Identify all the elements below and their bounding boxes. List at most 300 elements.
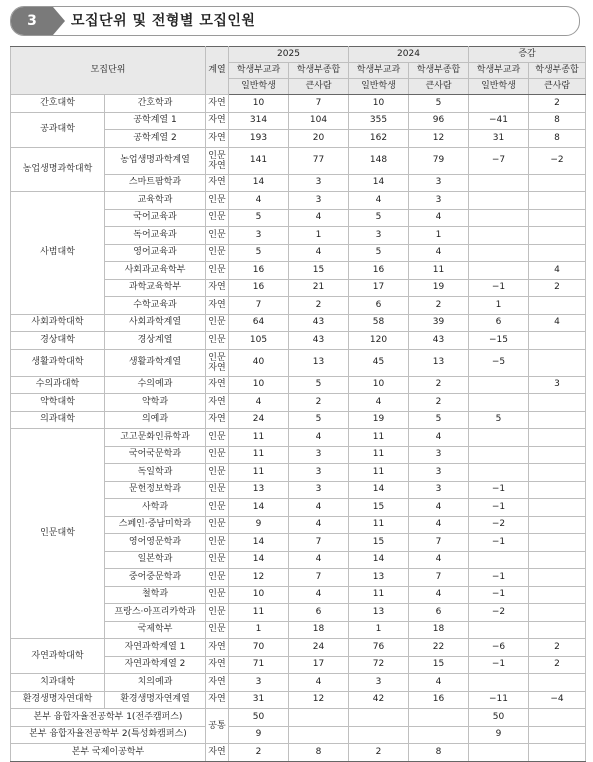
value-cell bbox=[529, 411, 586, 429]
value-cell: 40 bbox=[229, 349, 289, 376]
header-subname: 일반학생 bbox=[349, 79, 409, 95]
value-cell: 71 bbox=[229, 656, 289, 674]
value-cell: 4 bbox=[289, 209, 349, 227]
value-cell: 5 bbox=[289, 411, 349, 429]
value-cell bbox=[529, 297, 586, 315]
value-cell: 14 bbox=[349, 551, 409, 569]
value-cell: 50 bbox=[229, 709, 289, 727]
value-cell bbox=[469, 192, 529, 210]
dept-cell: 스마트팜학과 bbox=[105, 174, 206, 192]
value-cell: 20 bbox=[289, 130, 349, 148]
value-cell: −6 bbox=[469, 639, 529, 657]
college-cell: 환경생명자연대학 bbox=[11, 691, 105, 709]
value-cell: −1 bbox=[469, 586, 529, 604]
header-subtype: 학생부종합 bbox=[289, 63, 349, 79]
value-cell: 15 bbox=[349, 499, 409, 517]
value-cell bbox=[529, 586, 586, 604]
value-cell bbox=[469, 674, 529, 692]
value-cell: 24 bbox=[229, 411, 289, 429]
track-cell: 인문 bbox=[206, 332, 229, 350]
table-row bbox=[11, 411, 586, 429]
value-cell: 3 bbox=[289, 446, 349, 464]
value-cell: 13 bbox=[409, 349, 469, 376]
value-cell: 5 bbox=[229, 244, 289, 262]
track-cell: 인문 bbox=[206, 429, 229, 447]
value-cell bbox=[529, 227, 586, 245]
value-cell: 4 bbox=[409, 209, 469, 227]
track-cell: 공통 bbox=[206, 709, 229, 744]
value-cell: 11 bbox=[229, 446, 289, 464]
value-cell: 5 bbox=[349, 209, 409, 227]
track-cell: 인문 bbox=[206, 534, 229, 552]
value-cell: 10 bbox=[229, 95, 289, 113]
college-cell: 의과대학 bbox=[11, 411, 105, 429]
dept-cell: 자연과학계열 2 bbox=[105, 656, 206, 674]
table-row bbox=[11, 674, 586, 692]
value-cell: 14 bbox=[349, 481, 409, 499]
value-cell: 4 bbox=[409, 499, 469, 517]
value-cell: 3 bbox=[349, 674, 409, 692]
value-cell: 7 bbox=[289, 569, 349, 587]
value-cell: 14 bbox=[349, 174, 409, 192]
table-row bbox=[11, 376, 586, 394]
track-cell: 인문 bbox=[206, 192, 229, 210]
value-cell: 11 bbox=[349, 516, 409, 534]
table-row bbox=[11, 147, 586, 174]
value-cell: 2 bbox=[409, 376, 469, 394]
dept-cell: 환경생명자연계열 bbox=[105, 691, 206, 709]
value-cell: 4 bbox=[289, 244, 349, 262]
dept-cell: 치의예과 bbox=[105, 674, 206, 692]
track-cell: 인문 bbox=[206, 446, 229, 464]
table-row bbox=[11, 192, 586, 210]
value-cell: 162 bbox=[349, 130, 409, 148]
value-cell: −11 bbox=[469, 691, 529, 709]
value-cell: −5 bbox=[469, 349, 529, 376]
value-cell: 2 bbox=[289, 297, 349, 315]
value-cell: −2 bbox=[529, 147, 586, 174]
table-row bbox=[11, 744, 586, 762]
unit-cell: 본부 융합자율전공학부 1(전주캠퍼스) bbox=[11, 709, 206, 727]
track-cell: 자연 bbox=[206, 411, 229, 429]
track-cell: 자연 bbox=[206, 691, 229, 709]
value-cell: 148 bbox=[349, 147, 409, 174]
value-cell: 3 bbox=[289, 464, 349, 482]
value-cell: 8 bbox=[529, 130, 586, 148]
college-cell: 사회과학대학 bbox=[11, 314, 105, 332]
value-cell: 76 bbox=[349, 639, 409, 657]
value-cell: 4 bbox=[289, 674, 349, 692]
header-subname: 큰사람 bbox=[409, 79, 469, 95]
value-cell: −7 bbox=[469, 147, 529, 174]
value-cell: 3 bbox=[349, 227, 409, 245]
value-cell: 6 bbox=[469, 314, 529, 332]
table-row bbox=[11, 429, 586, 447]
value-cell: 45 bbox=[349, 349, 409, 376]
value-cell: 18 bbox=[409, 621, 469, 639]
value-cell bbox=[529, 551, 586, 569]
value-cell: −2 bbox=[469, 604, 529, 622]
value-cell bbox=[529, 429, 586, 447]
value-cell: 4 bbox=[349, 192, 409, 210]
value-cell: 5 bbox=[289, 376, 349, 394]
value-cell: 3 bbox=[409, 446, 469, 464]
track-cell: 자연 bbox=[206, 297, 229, 315]
value-cell: −41 bbox=[469, 112, 529, 130]
dept-cell: 영어교육과 bbox=[105, 244, 206, 262]
track-cell: 인문 bbox=[206, 499, 229, 517]
value-cell: 3 bbox=[289, 481, 349, 499]
value-cell: 16 bbox=[409, 691, 469, 709]
dept-cell: 교육학과 bbox=[105, 192, 206, 210]
value-cell: 5 bbox=[469, 411, 529, 429]
dept-cell: 공학계열 1 bbox=[105, 112, 206, 130]
value-cell: 3 bbox=[409, 174, 469, 192]
value-cell: −2 bbox=[469, 516, 529, 534]
header-subname: 큰사람 bbox=[289, 79, 349, 95]
value-cell: 77 bbox=[289, 147, 349, 174]
track-cell: 자연 bbox=[206, 174, 229, 192]
value-cell bbox=[469, 621, 529, 639]
dept-cell: 수학교육과 bbox=[105, 297, 206, 315]
header-unit: 모집단위 bbox=[11, 47, 206, 95]
value-cell: 7 bbox=[289, 95, 349, 113]
value-cell: 70 bbox=[229, 639, 289, 657]
value-cell: 8 bbox=[289, 744, 349, 762]
value-cell: 13 bbox=[349, 604, 409, 622]
track-cell: 인문 bbox=[206, 516, 229, 534]
value-cell bbox=[529, 744, 586, 762]
value-cell: 5 bbox=[409, 95, 469, 113]
value-cell: 4 bbox=[409, 586, 469, 604]
value-cell bbox=[469, 95, 529, 113]
track-cell: 인문 bbox=[206, 314, 229, 332]
track-cell: 자연 bbox=[206, 674, 229, 692]
value-cell: 2 bbox=[349, 744, 409, 762]
dept-cell: 스페인·중남미학과 bbox=[105, 516, 206, 534]
value-cell: 16 bbox=[229, 279, 289, 297]
value-cell bbox=[529, 481, 586, 499]
value-cell: 8 bbox=[529, 112, 586, 130]
value-cell bbox=[529, 349, 586, 376]
dept-cell: 자연과학계열 1 bbox=[105, 639, 206, 657]
college-cell: 수의과대학 bbox=[11, 376, 105, 394]
value-cell: 15 bbox=[289, 262, 349, 280]
value-cell bbox=[469, 244, 529, 262]
table-row bbox=[11, 709, 586, 727]
value-cell: 4 bbox=[529, 314, 586, 332]
table-row bbox=[11, 314, 586, 332]
value-cell: 3 bbox=[409, 192, 469, 210]
dept-cell: 독일학과 bbox=[105, 464, 206, 482]
value-cell: 4 bbox=[409, 429, 469, 447]
value-cell: −1 bbox=[469, 569, 529, 587]
value-cell bbox=[469, 376, 529, 394]
dept-cell: 영어영문학과 bbox=[105, 534, 206, 552]
value-cell: 3 bbox=[409, 464, 469, 482]
value-cell: −15 bbox=[469, 332, 529, 350]
value-cell: 64 bbox=[229, 314, 289, 332]
value-cell bbox=[529, 499, 586, 517]
value-cell: −1 bbox=[469, 534, 529, 552]
value-cell bbox=[469, 227, 529, 245]
value-cell: 42 bbox=[349, 691, 409, 709]
value-cell: 4 bbox=[409, 674, 469, 692]
value-cell bbox=[289, 709, 349, 727]
value-cell: 24 bbox=[289, 639, 349, 657]
value-cell: −1 bbox=[469, 481, 529, 499]
value-cell: 141 bbox=[229, 147, 289, 174]
track-cell: 자연 bbox=[206, 639, 229, 657]
value-cell bbox=[529, 674, 586, 692]
value-cell: 18 bbox=[289, 621, 349, 639]
value-cell: −1 bbox=[469, 656, 529, 674]
value-cell: 9 bbox=[229, 726, 289, 744]
dept-cell: 국어국문학과 bbox=[105, 446, 206, 464]
value-cell bbox=[529, 192, 586, 210]
dept-cell: 사회과학계열 bbox=[105, 314, 206, 332]
value-cell: 2 bbox=[529, 656, 586, 674]
track-cell: 인문 bbox=[206, 569, 229, 587]
value-cell bbox=[349, 709, 409, 727]
header-subname: 일반학생 bbox=[469, 79, 529, 95]
value-cell: −4 bbox=[529, 691, 586, 709]
dept-cell: 독어교육과 bbox=[105, 227, 206, 245]
header-subtype: 학생부교과 bbox=[469, 63, 529, 79]
value-cell: 17 bbox=[289, 656, 349, 674]
dept-cell: 농업생명과학계열 bbox=[105, 147, 206, 174]
header-year-2025: 2025 bbox=[229, 47, 349, 63]
value-cell: 11 bbox=[229, 604, 289, 622]
value-cell: 13 bbox=[229, 481, 289, 499]
dept-cell: 사회과교육학부 bbox=[105, 262, 206, 280]
value-cell: 7 bbox=[229, 297, 289, 315]
value-cell: 8 bbox=[409, 744, 469, 762]
value-cell bbox=[529, 332, 586, 350]
value-cell bbox=[409, 709, 469, 727]
table-row bbox=[11, 332, 586, 350]
dept-cell: 중어중문학과 bbox=[105, 569, 206, 587]
track-cell: 자연 bbox=[206, 744, 229, 762]
value-cell: 7 bbox=[409, 569, 469, 587]
value-cell bbox=[469, 174, 529, 192]
value-cell: 2 bbox=[289, 394, 349, 412]
value-cell: 5 bbox=[229, 209, 289, 227]
table-row bbox=[11, 349, 586, 376]
admission-table bbox=[10, 46, 586, 762]
value-cell: 1 bbox=[469, 297, 529, 315]
value-cell: 5 bbox=[349, 244, 409, 262]
table-row bbox=[11, 95, 586, 113]
value-cell: 31 bbox=[469, 130, 529, 148]
section-header bbox=[10, 6, 580, 36]
value-cell: 14 bbox=[229, 174, 289, 192]
value-cell: 15 bbox=[349, 534, 409, 552]
track-cell: 인문 bbox=[206, 551, 229, 569]
value-cell: 11 bbox=[349, 429, 409, 447]
value-cell: 4 bbox=[229, 394, 289, 412]
value-cell: 9 bbox=[229, 516, 289, 534]
value-cell: 14 bbox=[229, 534, 289, 552]
value-cell: 3 bbox=[229, 674, 289, 692]
dept-cell: 과학교육학부 bbox=[105, 279, 206, 297]
value-cell: 72 bbox=[349, 656, 409, 674]
value-cell bbox=[469, 446, 529, 464]
value-cell: 11 bbox=[349, 586, 409, 604]
value-cell bbox=[409, 726, 469, 744]
table-row bbox=[11, 394, 586, 412]
value-cell: 3 bbox=[289, 192, 349, 210]
track-cell: 인문 bbox=[206, 262, 229, 280]
track-cell: 인문 자연 bbox=[206, 349, 229, 376]
value-cell: 2 bbox=[529, 639, 586, 657]
value-cell: 6 bbox=[409, 604, 469, 622]
value-cell: 43 bbox=[289, 332, 349, 350]
table-row bbox=[11, 691, 586, 709]
value-cell: 39 bbox=[409, 314, 469, 332]
value-cell: 1 bbox=[289, 227, 349, 245]
value-cell: 2 bbox=[229, 744, 289, 762]
value-cell: 2 bbox=[529, 279, 586, 297]
value-cell: 105 bbox=[229, 332, 289, 350]
value-cell: 6 bbox=[289, 604, 349, 622]
dept-cell: 고고문화인류학과 bbox=[105, 429, 206, 447]
track-cell: 인문 bbox=[206, 464, 229, 482]
dept-cell: 간호학과 bbox=[105, 95, 206, 113]
value-cell: 96 bbox=[409, 112, 469, 130]
value-cell: 43 bbox=[409, 332, 469, 350]
header-subtype: 학생부교과 bbox=[349, 63, 409, 79]
value-cell: 1 bbox=[349, 621, 409, 639]
track-cell: 인문 bbox=[206, 227, 229, 245]
value-cell: 120 bbox=[349, 332, 409, 350]
value-cell: 10 bbox=[349, 95, 409, 113]
dept-cell: 철학과 bbox=[105, 586, 206, 604]
college-cell: 인문대학 bbox=[11, 429, 105, 639]
value-cell bbox=[529, 534, 586, 552]
value-cell: 11 bbox=[349, 464, 409, 482]
value-cell bbox=[529, 174, 586, 192]
dept-cell: 프랑스·아프리카학과 bbox=[105, 604, 206, 622]
value-cell: 14 bbox=[229, 499, 289, 517]
value-cell: 11 bbox=[409, 262, 469, 280]
college-cell: 간호대학 bbox=[11, 95, 105, 113]
value-cell bbox=[529, 604, 586, 622]
table-row bbox=[11, 726, 586, 744]
section-number: 3 bbox=[11, 7, 53, 35]
unit-cell: 본부 융합자율전공학부 2(특성화캠퍼스) bbox=[11, 726, 206, 744]
value-cell: 19 bbox=[349, 411, 409, 429]
track-cell: 자연 bbox=[206, 376, 229, 394]
value-cell: 4 bbox=[409, 244, 469, 262]
track-cell: 자연 bbox=[206, 394, 229, 412]
dept-cell: 경상계열 bbox=[105, 332, 206, 350]
track-cell: 인문 bbox=[206, 209, 229, 227]
track-cell: 인문 bbox=[206, 244, 229, 262]
value-cell: 9 bbox=[469, 726, 529, 744]
value-cell: 4 bbox=[409, 516, 469, 534]
track-cell: 인문 bbox=[206, 586, 229, 604]
value-cell: 4 bbox=[289, 499, 349, 517]
college-cell: 자연과학대학 bbox=[11, 639, 105, 674]
value-cell bbox=[529, 244, 586, 262]
value-cell: 5 bbox=[409, 411, 469, 429]
header-subtype: 학생부종합 bbox=[529, 63, 586, 79]
value-cell: 4 bbox=[229, 192, 289, 210]
value-cell bbox=[529, 209, 586, 227]
value-cell: 4 bbox=[289, 551, 349, 569]
value-cell: 11 bbox=[229, 464, 289, 482]
value-cell: 314 bbox=[229, 112, 289, 130]
header-subname: 큰사람 bbox=[529, 79, 586, 95]
value-cell: 21 bbox=[289, 279, 349, 297]
dept-cell: 국어교육과 bbox=[105, 209, 206, 227]
value-cell: 50 bbox=[469, 709, 529, 727]
value-cell bbox=[529, 709, 586, 727]
unit-cell: 본부 국제이공학부 bbox=[11, 744, 206, 762]
value-cell: 11 bbox=[229, 429, 289, 447]
value-cell: 17 bbox=[349, 279, 409, 297]
value-cell: 10 bbox=[229, 586, 289, 604]
value-cell bbox=[289, 726, 349, 744]
value-cell: 4 bbox=[289, 516, 349, 534]
value-cell: 31 bbox=[229, 691, 289, 709]
college-cell: 농업생명과학대학 bbox=[11, 147, 105, 192]
value-cell: 16 bbox=[349, 262, 409, 280]
value-cell: 3 bbox=[229, 227, 289, 245]
value-cell bbox=[469, 744, 529, 762]
section-title: 모집단위 및 전형별 모집인원 bbox=[71, 13, 256, 29]
value-cell: 1 bbox=[229, 621, 289, 639]
value-cell: 193 bbox=[229, 130, 289, 148]
header-subtype: 학생부종합 bbox=[409, 63, 469, 79]
value-cell: 2 bbox=[529, 95, 586, 113]
value-cell: −1 bbox=[469, 279, 529, 297]
value-cell: 2 bbox=[409, 297, 469, 315]
value-cell: −1 bbox=[469, 499, 529, 517]
value-cell: 2 bbox=[409, 394, 469, 412]
value-cell bbox=[469, 464, 529, 482]
track-cell: 자연 bbox=[206, 95, 229, 113]
value-cell: 16 bbox=[229, 262, 289, 280]
value-cell bbox=[529, 621, 586, 639]
value-cell: 15 bbox=[409, 656, 469, 674]
value-cell bbox=[469, 394, 529, 412]
track-cell: 자연 bbox=[206, 279, 229, 297]
value-cell: 4 bbox=[409, 551, 469, 569]
value-cell bbox=[529, 516, 586, 534]
dept-cell: 약학과 bbox=[105, 394, 206, 412]
value-cell: 7 bbox=[289, 534, 349, 552]
value-cell: 4 bbox=[529, 262, 586, 280]
value-cell: 104 bbox=[289, 112, 349, 130]
value-cell: 19 bbox=[409, 279, 469, 297]
value-cell: 4 bbox=[289, 429, 349, 447]
value-cell: 3 bbox=[409, 481, 469, 499]
value-cell: 11 bbox=[349, 446, 409, 464]
value-cell: 12 bbox=[409, 130, 469, 148]
college-cell: 사범대학 bbox=[11, 192, 105, 315]
value-cell: 10 bbox=[229, 376, 289, 394]
value-cell bbox=[469, 262, 529, 280]
header-subname: 일반학생 bbox=[229, 79, 289, 95]
dept-cell: 문헌정보학과 bbox=[105, 481, 206, 499]
value-cell: 1 bbox=[409, 227, 469, 245]
table-row bbox=[11, 639, 586, 657]
college-cell: 경상대학 bbox=[11, 332, 105, 350]
value-cell: 6 bbox=[349, 297, 409, 315]
value-cell bbox=[529, 726, 586, 744]
